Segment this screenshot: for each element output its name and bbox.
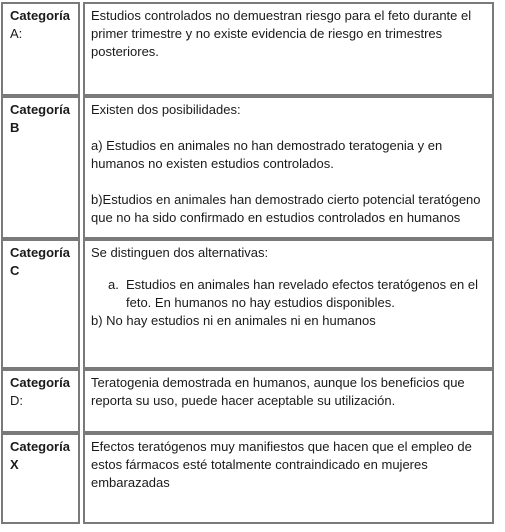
list-item-text: Estudios en animales han revelado efectos teratógenos en el feto. En humanos no hay estudios disponibles. (126, 277, 478, 310)
list-marker: a. (108, 277, 119, 292)
category-label-cell (1, 369, 80, 433)
category-label: Categoría (10, 102, 70, 117)
table-row-category-b (1, 96, 494, 239)
category-label: Categoría (10, 245, 70, 260)
category-label-cell (1, 239, 80, 369)
category-description-cell (83, 239, 494, 369)
description-intro: Existen dos posibilidades: (91, 102, 241, 117)
description-option-a: a) Estudios en animales no han demostrado teratogenia y en humanos no existen estudios controlados. (91, 138, 443, 171)
category-letter: B (10, 120, 20, 135)
description-text: Efectos teratógenos muy manifiestos que hacen que el empleo de estos fármacos esté totalmente contraindicado en mujeres embarazadas (91, 439, 472, 490)
table-row-category-d (1, 369, 494, 433)
category-label: Categoría (10, 8, 70, 23)
list-item (91, 276, 483, 312)
category-label-cell (1, 96, 80, 239)
category-description-cell (83, 369, 494, 433)
table-row-category-x (1, 433, 494, 524)
category-description-cell (83, 96, 494, 239)
risk-category-table (1, 2, 494, 524)
category-letter: X (10, 457, 19, 472)
table-row-category-a (1, 2, 494, 96)
description-option-b: b) No hay estudios ni en animales ni en humanos (91, 313, 376, 328)
description-text: Estudios controlados no demuestran riesgo para el feto durante el primer trimestre y no existe evidencia de riesgo en trimestres posteriores. (91, 8, 472, 59)
category-letter: C (10, 263, 20, 278)
description-option-b: b)Estudios en animales han demostrado cierto potencial teratógeno que no ha sido confirmado en estudios controlados en humanos (91, 192, 481, 225)
description-intro: Se distinguen dos alternativas: (91, 245, 269, 260)
category-description-cell (83, 433, 494, 524)
category-letter: D: (10, 393, 23, 408)
table-row-category-c (1, 239, 494, 369)
description-text: Teratogenia demostrada en humanos, aunque los beneficios que reporta su uso, puede hacer aceptable su utilización. (91, 375, 465, 408)
category-label-cell (1, 2, 80, 96)
category-description-cell (83, 2, 494, 96)
category-letter: A: (10, 26, 23, 41)
category-label-cell (1, 433, 80, 524)
category-label: Categoría (10, 439, 70, 454)
category-label: Categoría (10, 375, 70, 390)
